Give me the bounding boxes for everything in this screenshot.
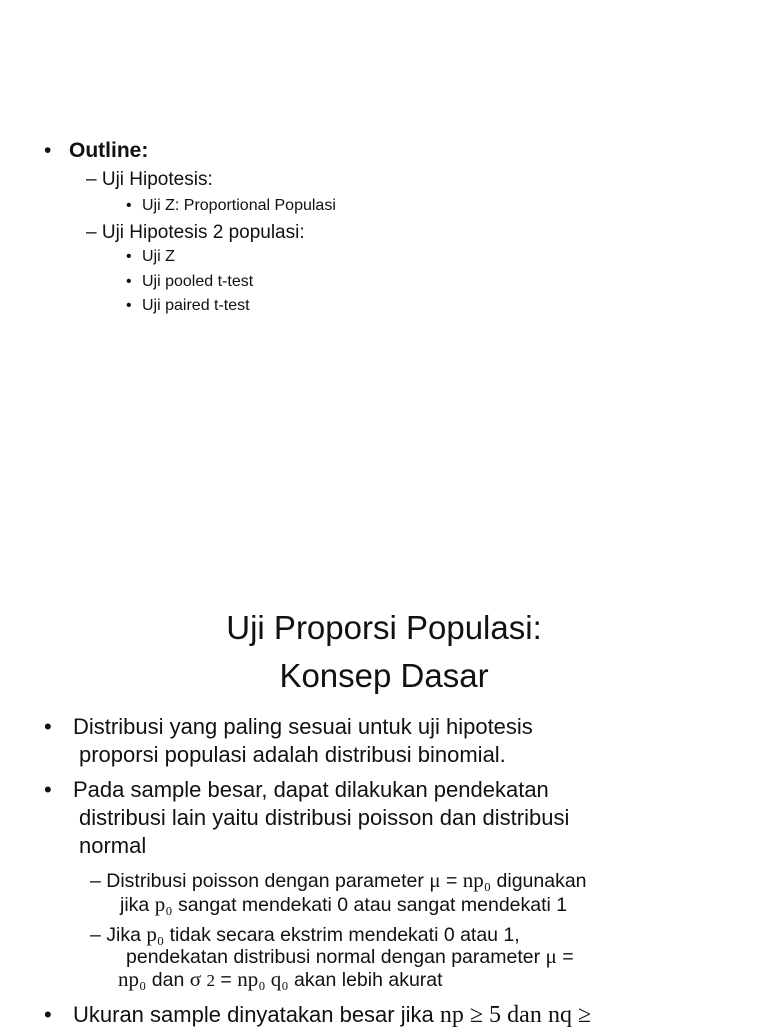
bullet-icon: • <box>126 297 132 314</box>
slide-title-line1: Uji Proporsi Populasi: <box>226 609 542 646</box>
bullet-icon: • <box>44 777 52 802</box>
outline-label: Outline: <box>69 139 149 162</box>
bullet-icon: • <box>44 139 52 162</box>
bullet-icon: • <box>44 1002 52 1027</box>
bullet-icon: • <box>126 248 132 265</box>
slide-outline: • Outline: – Uji Hipotesis: • Uji Z: Proportional Populasi – Uji Hipotesis 2 populasi: • Uji Z • Uji pooled t-test • Uji paired t-test <box>44 139 336 314</box>
outline-item-label: Uji Hipotesis: <box>101 169 213 190</box>
outline-item-1: – Uji Hipotesis: <box>86 169 213 190</box>
sigma-symbol: σ <box>189 967 202 991</box>
outline-item-label: Uji Hipotesis 2 populasi: <box>101 222 305 243</box>
mu-symbol: μ <box>429 868 441 892</box>
slide-title-line2: Konsep Dasar <box>279 657 489 694</box>
bullet-icon: • <box>126 273 132 290</box>
bullet-icon: • <box>126 197 132 214</box>
mu-symbol: μ <box>545 944 557 968</box>
bullet-icon: • <box>44 714 52 739</box>
slide-konsep-dasar: Uji Proporsi Populasi: Konsep Dasar • Distribusi yang paling sesuai untuk uji hipotesis proporsi populasi adalah distribusi binomial. • Pada sample besar, dapat dilakukan pendekatan distribusi lain yaitu distribusi poisson dan distribusi normal – Distribusi poisson dengan parameter μ = np₀ digunakan jika p₀ sangat mendekati 0 atau sangat mendekati 1 – Jika p₀ tidak secara ekstrim mendekati 0 atau 1, pendekatan distribusi normal dengan parameter μ = np₀ dan σ 2 = np₀ q₀ akan lebih akurat • Ukuran sample dinyatakan besar jika np ≥ 5 dan nq ≥ <box>0 560 768 1024</box>
outline-item-2: – Uji Hipotesis 2 populasi: <box>86 222 305 243</box>
